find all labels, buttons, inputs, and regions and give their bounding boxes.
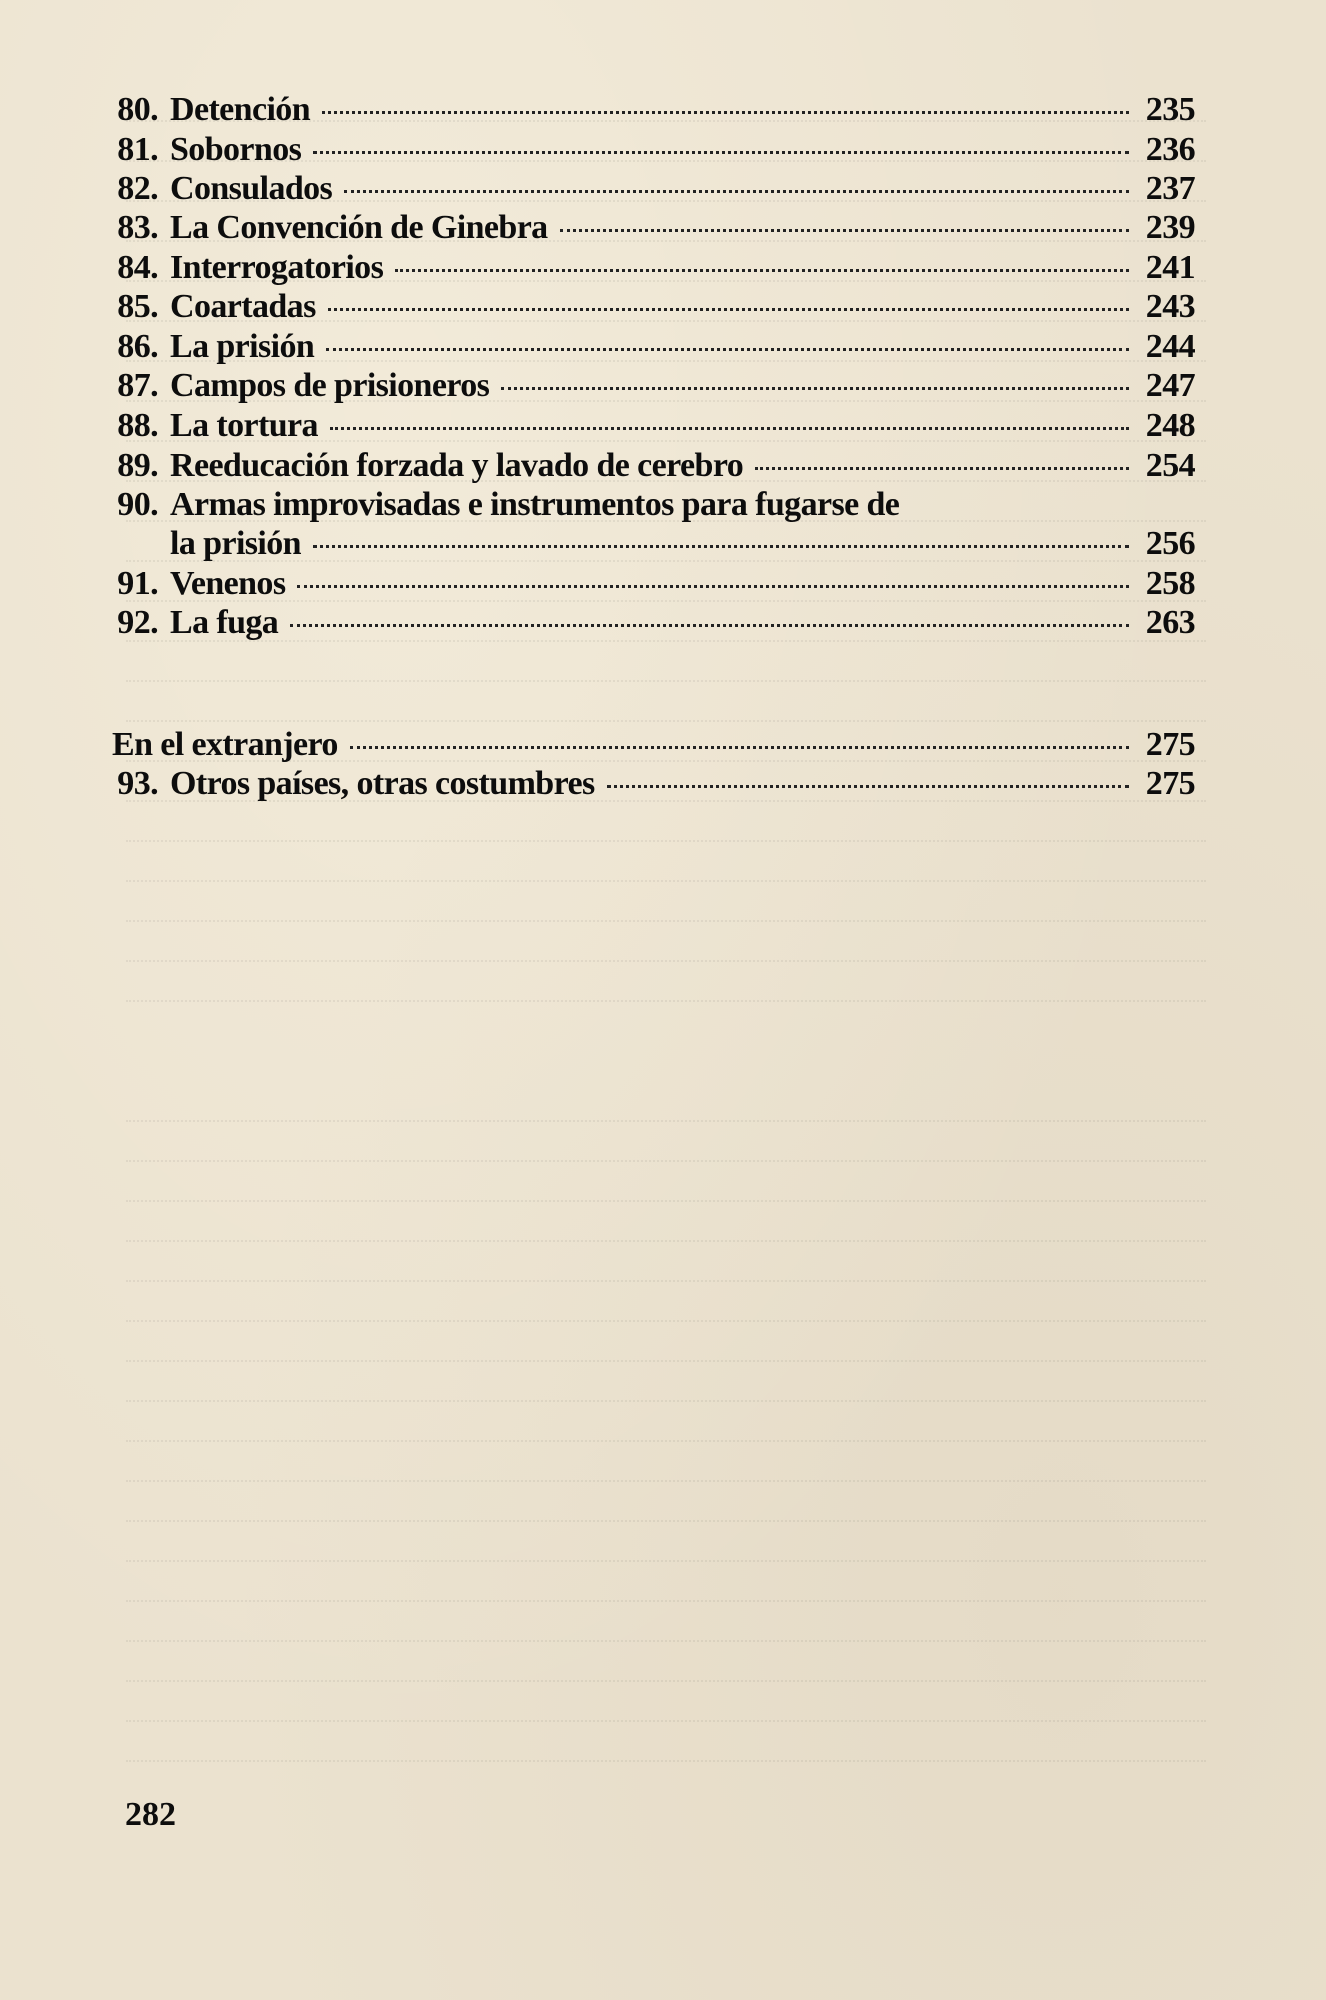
entry-title: Consulados	[170, 170, 333, 207]
entry-page: 244	[1145, 328, 1195, 365]
toc-entry-90-line2	[100, 524, 1195, 564]
dot-leader	[330, 427, 1129, 430]
toc-section-heading	[112, 725, 1195, 765]
toc-entry-90-line1	[100, 485, 1195, 525]
toc-entry-91	[100, 564, 1195, 604]
folio-page-number: 282	[125, 1796, 176, 1833]
entry-title: Interrogatorios	[170, 249, 384, 286]
toc-entry-81	[100, 130, 1195, 170]
entry-title: La prisión	[170, 328, 315, 365]
entry-number: 87.	[117, 367, 158, 404]
entry-page: 263	[1145, 604, 1195, 641]
entry-page: 243	[1145, 288, 1195, 325]
entry-title: Detención	[170, 91, 311, 128]
entry-number: 80.	[117, 91, 158, 128]
entry-number: 82.	[117, 170, 158, 207]
dot-leader	[395, 269, 1129, 272]
entry-title: La tortura	[170, 407, 318, 444]
dot-leader	[328, 308, 1129, 311]
toc-entry-83	[100, 208, 1195, 248]
entry-page: 241	[1145, 249, 1195, 286]
entry-page: 236	[1145, 131, 1195, 168]
dot-leader	[607, 785, 1129, 788]
entry-title: La Convención de Ginebra	[170, 209, 548, 246]
entry-title: Reeducación forzada y lavado de cerebro	[170, 447, 744, 484]
entry-number: 89.	[117, 447, 158, 484]
dot-leader	[344, 190, 1129, 193]
entry-page: 247	[1145, 367, 1195, 404]
section-page: 275	[1145, 726, 1195, 763]
entry-page: 275	[1145, 765, 1195, 802]
entry-number: 81.	[117, 131, 158, 168]
entry-page: 235	[1145, 91, 1195, 128]
entry-number: 83.	[117, 209, 158, 246]
toc-entry-82	[100, 169, 1195, 209]
entry-number: 88.	[117, 407, 158, 444]
entry-number: 90.	[117, 486, 158, 523]
entry-page: 256	[1145, 525, 1195, 562]
toc-entry-88	[100, 406, 1195, 446]
entry-page: 237	[1145, 170, 1195, 207]
entry-title-line2: la prisión	[170, 525, 301, 562]
dot-leader	[326, 348, 1129, 351]
dot-leader	[297, 585, 1129, 588]
entry-page: 254	[1145, 447, 1195, 484]
toc-entry-84	[100, 248, 1195, 288]
section-title: En el extranjero	[112, 726, 338, 763]
entry-page: 248	[1145, 407, 1195, 444]
entry-number: 85.	[117, 288, 158, 325]
entry-title-line1: Armas improvisadas e instrumentos para fugarse de	[170, 486, 900, 523]
toc-entry-92	[100, 603, 1195, 643]
entry-number: 93.	[117, 765, 158, 802]
toc-entry-80	[100, 90, 1195, 130]
toc-entry-85	[100, 287, 1195, 327]
entry-title: Sobornos	[170, 131, 302, 168]
entry-title: Otros países, otras costumbres	[170, 765, 595, 802]
dot-leader	[755, 467, 1129, 470]
entry-number: 86.	[117, 328, 158, 365]
toc-entry-93	[100, 764, 1195, 804]
toc-entry-87	[100, 366, 1195, 406]
entry-title: Campos de prisioneros	[170, 367, 490, 404]
dot-leader	[290, 624, 1129, 627]
entry-title: Venenos	[170, 565, 286, 602]
dot-leader	[313, 545, 1129, 548]
toc-entry-89	[100, 446, 1195, 486]
entry-page: 239	[1145, 209, 1195, 246]
dot-leader	[313, 151, 1129, 154]
dot-leader	[501, 387, 1129, 390]
entry-number: 92.	[117, 604, 158, 641]
entry-number: 84.	[117, 249, 158, 286]
dot-leader	[560, 229, 1129, 232]
dot-leader	[322, 111, 1129, 114]
toc-entry-86	[100, 327, 1195, 367]
entry-title: Coartadas	[170, 288, 316, 325]
entry-page: 258	[1145, 565, 1195, 602]
entry-number: 91.	[117, 565, 158, 602]
entry-title: La fuga	[170, 604, 279, 641]
dot-leader	[350, 746, 1129, 749]
